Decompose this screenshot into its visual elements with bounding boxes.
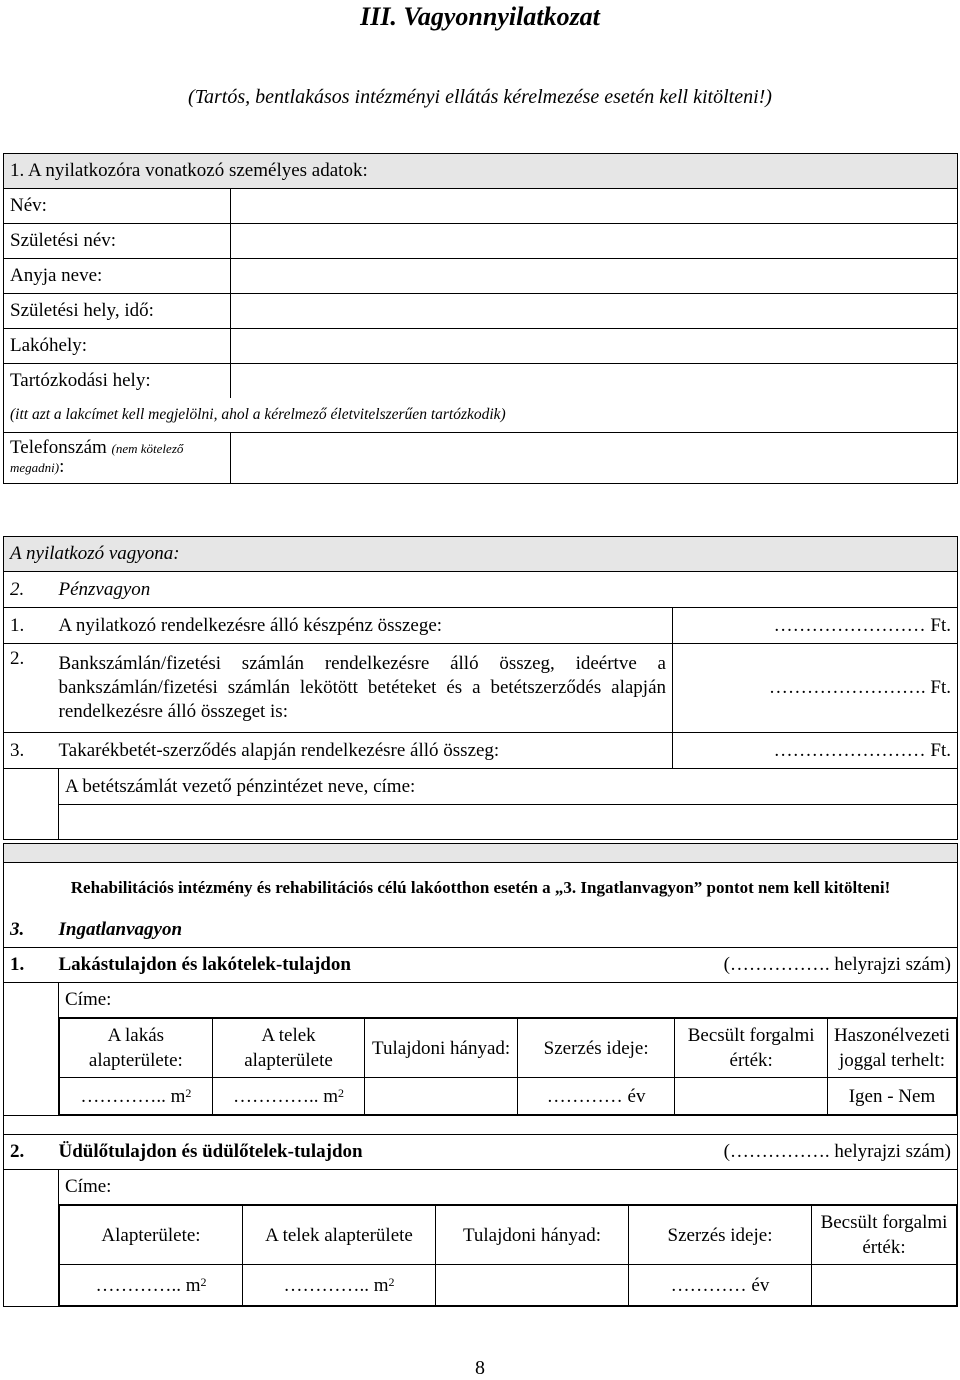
birth-name-field[interactable] bbox=[231, 224, 958, 259]
money-row-1-text: A nyilatkozó rendelkezésre álló készpénz összege: bbox=[59, 608, 673, 644]
assets-heading: A nyilatkozó vagyona: bbox=[4, 537, 958, 572]
money-row-3-num: 3. bbox=[4, 733, 59, 769]
money-row-1-num: 1. bbox=[4, 608, 59, 644]
bank-field[interactable] bbox=[59, 805, 958, 840]
flat-lot-number[interactable]: (……………. helyrajzi szám) bbox=[723, 954, 951, 975]
money-title: Pénzvagyon bbox=[59, 572, 958, 608]
money-row-3-text: Takarékbetét-szerződés alapján rendelkezésre álló összeg: bbox=[59, 733, 673, 769]
flat-header-value: Becsült forgalmi érték: bbox=[675, 1019, 828, 1078]
flat-area-value[interactable]: ………….. $m^2$ bbox=[60, 1078, 213, 1115]
holiday-value-value[interactable] bbox=[812, 1265, 957, 1306]
holiday-title: Üdülőtulajdon és üdülőtelek-tulajdon bbox=[58, 1141, 363, 1162]
holiday-details-table bbox=[59, 1205, 957, 1306]
phone-colon: : bbox=[59, 456, 65, 477]
real-estate-notice: Rehabilitációs intézmény és rehabilitációs célú lakóotthon esetén a „3. Ingatlanvagyon” pontot nem kell kitölteni! bbox=[4, 863, 958, 914]
money-row-3-amount[interactable]: …………………… Ft. bbox=[673, 733, 958, 769]
holiday-plot-value[interactable]: ………….. $m^2$ bbox=[243, 1265, 436, 1306]
holiday-header-acquired: Szerzés ideje: bbox=[629, 1206, 812, 1265]
holiday-area-value[interactable]: ………….. $m^2$ bbox=[60, 1265, 243, 1306]
flat-usufruct-choice[interactable]: Igen - Nem bbox=[827, 1078, 956, 1115]
money-row-2-amount[interactable]: ……………………. Ft. bbox=[673, 644, 958, 733]
money-row-2-num: 2. bbox=[4, 644, 59, 733]
flat-address-label: Címe: bbox=[59, 983, 958, 1018]
holiday-header-area: Alapterülete: bbox=[60, 1206, 243, 1265]
money-num: 2. bbox=[4, 572, 59, 608]
stay-label: Tartózkodási hely: bbox=[4, 364, 231, 399]
holiday-header-share: Tulajdoni hányad: bbox=[436, 1206, 629, 1265]
stay-note: (itt azt a lakcímet kell megjelölni, ahol a kérelmező életvitelszerűen tartózkodik) bbox=[4, 398, 958, 433]
birth-place-field[interactable] bbox=[231, 294, 958, 329]
holiday-header-value: Becsült forgalmi érték: bbox=[812, 1206, 957, 1265]
personal-data-table bbox=[3, 153, 958, 484]
flat-header-acquired: Szerzés ideje: bbox=[517, 1019, 675, 1078]
assets-table bbox=[3, 536, 958, 840]
phone-label-cell bbox=[4, 433, 231, 484]
flat-value-value[interactable] bbox=[675, 1078, 828, 1115]
name-field[interactable] bbox=[231, 189, 958, 224]
phone-label: Telefonszám bbox=[10, 437, 107, 458]
flat-header-area: A lakás alapterülete: bbox=[60, 1019, 213, 1078]
page-title: III. Vagyonnyilatkozat bbox=[360, 2, 600, 31]
flat-title: Lakástulajdon és lakótelek-tulajdon bbox=[58, 954, 351, 975]
flat-acquired-value[interactable]: ………… év bbox=[517, 1078, 675, 1115]
money-row-2-text: Bankszámlán/fizetési számlán rendelkezésre álló összeg, ideértve a bankszámlán/fizetési számlán lekötött betéteket és a betétszerződés alapján rendelkezésre álló összeget is: bbox=[59, 644, 673, 733]
phone-field[interactable] bbox=[231, 433, 958, 484]
residence-label: Lakóhely: bbox=[4, 329, 231, 364]
holiday-num: 2. bbox=[4, 1135, 59, 1170]
residence-field[interactable] bbox=[231, 329, 958, 364]
flat-details-table bbox=[59, 1018, 957, 1115]
page-number: 8 bbox=[475, 1357, 485, 1379]
phone-note-1: (nem kötelező bbox=[111, 441, 184, 456]
holiday-lot-number[interactable]: (……………. helyrajzi szám) bbox=[723, 1141, 951, 1162]
money-row-1-amount[interactable]: …………………… Ft. bbox=[673, 608, 958, 644]
flat-header-plot: A telek alapterülete bbox=[212, 1019, 365, 1078]
mother-name-field[interactable] bbox=[231, 259, 958, 294]
mother-name-label: Anyja neve: bbox=[4, 259, 231, 294]
flat-plot-value[interactable]: ………….. $m^2$ bbox=[212, 1078, 365, 1115]
birth-place-label: Születési hely, idő: bbox=[4, 294, 231, 329]
page-subtitle: (Tartós, bentlakásos intézményi ellátás kérelmezése esetén kell kitölteni!) bbox=[188, 86, 772, 108]
real-estate-title: Ingatlanvagyon bbox=[59, 913, 958, 948]
name-label: Név: bbox=[4, 189, 231, 224]
flat-share-value[interactable] bbox=[365, 1078, 518, 1115]
flat-header-usufruct: Haszonélvezeti joggal terhelt: bbox=[827, 1019, 956, 1078]
stay-field[interactable] bbox=[231, 364, 958, 399]
flat-num: 1. bbox=[4, 948, 59, 983]
holiday-share-value[interactable] bbox=[436, 1265, 629, 1306]
bank-label: A betétszámlát vezető pénzintézet neve, címe: bbox=[59, 769, 958, 805]
phone-note-2: megadni) bbox=[10, 460, 60, 475]
holiday-address-label: Címe: bbox=[59, 1170, 958, 1205]
holiday-acquired-value[interactable]: ………… év bbox=[629, 1265, 812, 1306]
holiday-header-plot: A telek alapterülete bbox=[243, 1206, 436, 1265]
flat-header-share: Tulajdoni hányad: bbox=[365, 1019, 518, 1078]
birth-name-label: Születési név: bbox=[4, 224, 231, 259]
personal-heading: 1. A nyilatkozóra vonatkozó személyes adatok: bbox=[4, 154, 958, 189]
real-estate-num: 3. bbox=[4, 913, 59, 948]
real-estate-table bbox=[3, 843, 958, 1307]
